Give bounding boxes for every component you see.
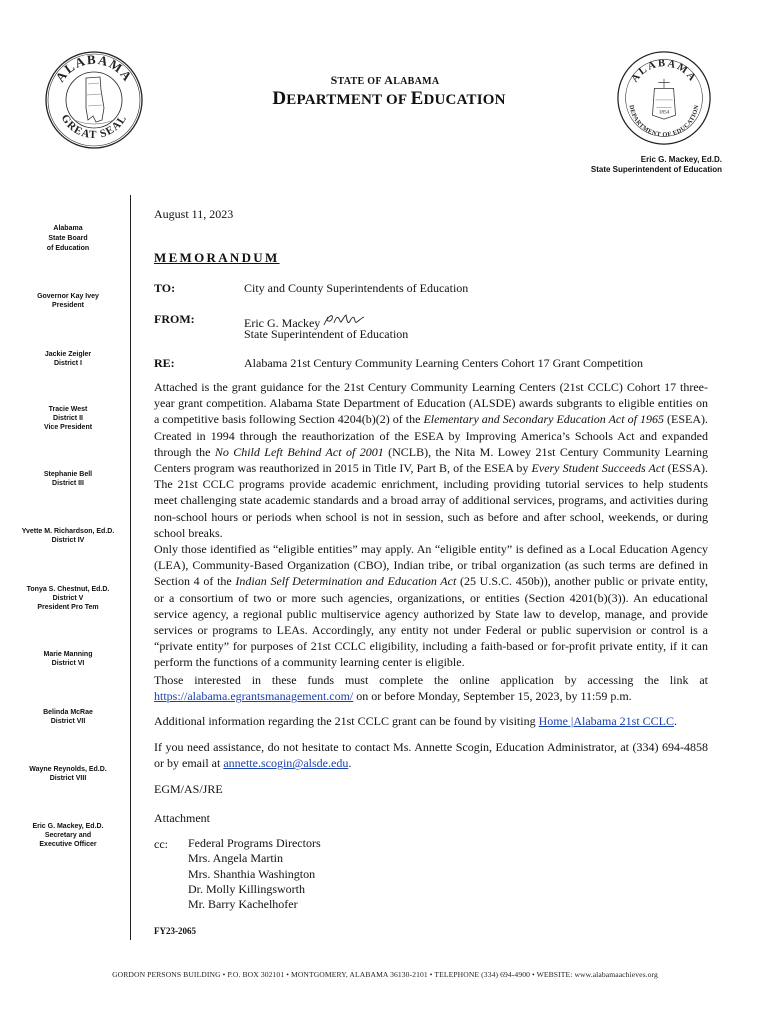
footer-address: GORDON PERSONS BUILDING • P.O. BOX 302101 • MONTGOMERY, ALABAMA 36130-2101 • TELEPHONE (334) 694-4900 • WEBSITE: www.alabamaachieves.org [112, 970, 658, 979]
seal-left-top-text: ALABAMA [52, 51, 136, 85]
superintendent-name: Eric G. Mackey, Ed.D. [640, 155, 722, 164]
board-member: Tonya S. Chestnut, Ed.D. District V President Pro Tem [26, 586, 110, 611]
board-member: Yvette M. Richardson, Ed.D. District IV [21, 528, 115, 544]
from-title: State Superintendent of Education [244, 327, 409, 341]
seal-right-year: 1854 [658, 109, 670, 116]
paragraph-2: Only those identified as “eligible entities” may apply. An “eligible entity” is defined as a Local Education Agency (LEA), Community-Based Organization (CBO), Indian tribe, or tribal organization (as such terms are defined in Section 4 of the Indian Self Determination and Education Act (25 U.S.C. 450b)), another public or private entity, or a consortium of two or more such agencies, organizations, or entities (Section 4201(b)(3)). An educational service agency, a regional public multiservice agency authorized by State law to develop, manage, and provide services or programs to LEAs. Accordingly, any entity not under Federal or public supervision or control is a “private entity” for purposes of 21st CCLC eligibility, including a faith-based or for-profit private entity, if it can perform the functions of a community learning center is eligible. [154, 542, 708, 670]
svg-text:GREAT SEAL [59, 112, 130, 141]
department-heading: DEPARTMENT OF EDUCATION [272, 88, 506, 109]
cc-item: Dr. Molly Killingsworth [188, 881, 306, 896]
egrants-link[interactable]: https://alabama.egrantsmanagement.com/ [154, 689, 354, 704]
board-member: Eric G. Mackey, Ed.D. Secretary and Executive Officer [32, 823, 104, 848]
paragraph-1: Attached is the grant guidance for the 21st Century Community Learning Centers (21st CCLC) Cohort 17 three-year grant competition. Alabama State Department of Education (ALSDE) awards subgrants to eligible entities on a competitive basis following Section 4204(b)(2) of the Elementary and Secondary Education Act of 1965 (ESEA). Created in 1994 through the reauthorization of the ESEA by Improving America’s Schools Act and expanded through the No Child Left Behind Act of 2001 (NCLB), the Nita M. Lowey 21st Century Community Learning Centers program was reauthorized in 2015 in Title IV, Part B, of the ESEA by Every Student Succeeds Act (ESSA). The 21st CCLC programs provide academic enrichment, including providing tutorial services to help students meet challenging state academic standards and a broad array of additional services, programs, and activities during non-school hours or periods when school is not in session, such as before and after school, weekends, or during school breaks. [154, 380, 708, 540]
cc-item: Mrs. Angela Martin [188, 851, 283, 866]
to-label: TO: [154, 281, 176, 295]
board-member: Marie Manning District VI [43, 651, 93, 667]
superintendent-block [591, 155, 722, 175]
from-label: FROM: [154, 312, 195, 326]
memo-date: August 11, 2023 [154, 207, 234, 221]
state-heading: STATE OF ALABAMA [330, 73, 440, 87]
board-member: Tracie West District II Vice President [43, 406, 93, 431]
document-code: FY23-2065 [154, 926, 196, 936]
memo-heading: MEMORANDUM [154, 250, 280, 265]
cc-item: Mrs. Shanthia Washington [188, 866, 316, 881]
seal-right-top-text: ALABAMA [629, 58, 699, 85]
cc-label: cc: [154, 837, 168, 851]
re-value: Alabama 21st Century Community Learning Centers Cohort 17 Grant Competition [244, 356, 643, 370]
sidebar-divider [130, 195, 131, 940]
cclc-home-link[interactable]: Home |Alabama 21st CCLC [538, 714, 674, 728]
superintendent-title: State Superintendent of Education [590, 165, 722, 174]
cc-item: Federal Programs Directors [188, 836, 321, 850]
board-member: Wayne Reynolds, Ed.D. District VIII [29, 766, 107, 782]
paragraph-4: Additional information regarding the 21st CCLC grant can be found by visiting Home |Alabama 21st CCLC. [154, 714, 677, 728]
initials: EGM/AS/JRE [154, 782, 223, 796]
cc-list [188, 836, 321, 912]
paragraph-5: If you need assistance, do not hesitate to contact Ms. Annette Scogin, Education Administrator, at (334) 694-4858 or by email at annette.scogin@alsde.edu. [154, 740, 708, 771]
seal-right-band-text: DEPARTMENT OF EDUCATION [627, 104, 701, 139]
re-label: RE: [154, 356, 175, 370]
board-member: Governor Kay Ivey President [37, 293, 99, 309]
board-title: Alabama State Board of Education [46, 225, 90, 252]
attachment-label: Attachment [154, 811, 210, 825]
board-member: Belinda McRae District VII [43, 709, 93, 725]
email-link[interactable]: annette.scogin@alsde.edu [223, 756, 349, 771]
to-value: City and County Superintendents of Education [244, 281, 469, 295]
board-member: Stephanie Bell District III [43, 471, 93, 487]
board-member: Jackie Zeigler District I [44, 351, 92, 367]
from-value: Eric G. Mackey [244, 311, 366, 331]
seal-left-bottom-text: GREAT SEAL [58, 112, 130, 142]
cc-item: Mr. Barry Kachelhofer [188, 897, 298, 912]
paragraph-3: Those interested in these funds must complete the online application by accessing the link at https://alabama.egrantsmanagement.com/ on or before Monday, September 15, 2023, by 11:59 p.m. [154, 673, 708, 704]
